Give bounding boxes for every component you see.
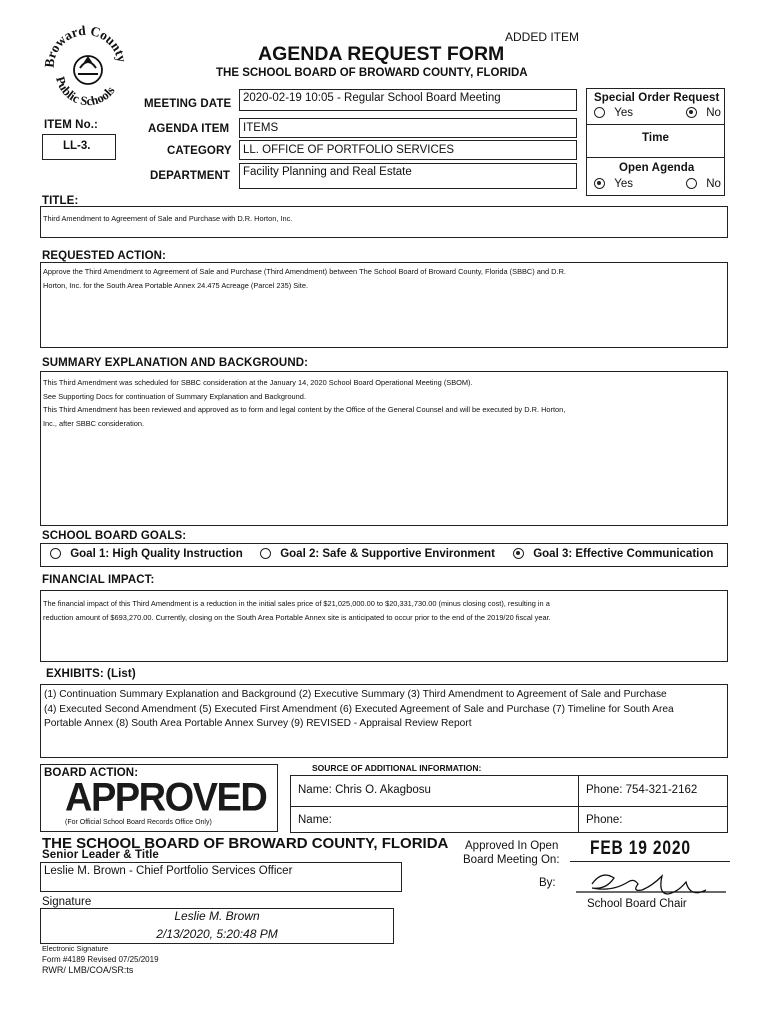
department-value: Facility Planning and Real Estate — [243, 166, 412, 178]
agenda-item-field — [239, 118, 577, 138]
open-agenda-no[interactable] — [686, 178, 721, 190]
chair-label: School Board Chair — [587, 898, 687, 910]
meeting-date-field — [239, 89, 577, 111]
agenda-item-label: AGENDA ITEM — [148, 123, 230, 135]
goal-2-label: Goal 2: Safe & Supportive Environment — [280, 548, 495, 560]
chair-signature — [572, 862, 732, 902]
source-label: SOURCE OF ADDITIONAL INFORMATION: — [312, 763, 482, 773]
summary-box — [40, 371, 728, 526]
open-agenda-label: Open Agenda — [619, 162, 695, 174]
requested-action-line: Approve the Third Amendment to Agreement of Sale and Purchase (Third Amendment) between The School Board of Broward County, Florida (SBBC) and D.R. — [43, 267, 566, 276]
source-name-2: Name: — [298, 814, 332, 826]
category-field — [239, 140, 577, 160]
source-phone-2: Phone: — [586, 814, 623, 826]
source-row-divider — [290, 806, 728, 807]
special-order-divider — [586, 124, 725, 125]
added-item-label: ADDED ITEM — [505, 30, 580, 44]
footer-board-name: THE SCHOOL BOARD OF BROWARD COUNTY, FLORIDA — [42, 835, 449, 852]
summary-line: This Third Amendment was scheduled for SBBC consideration at the January 14, 2020 School Board Operational Meeting (SBOM). — [43, 378, 473, 387]
senior-leader-field — [40, 862, 402, 892]
open-agenda-no-label: No — [706, 178, 721, 190]
signature-name: Leslie M. Brown — [174, 909, 260, 923]
signature-box — [40, 908, 394, 944]
financial-text — [43, 597, 551, 624]
open-agenda-yes[interactable] — [594, 178, 633, 190]
senior-leader-label: Senior Leader & Title — [42, 849, 159, 861]
exhibits-label: EXHIBITS: (List) — [46, 668, 136, 680]
logo-top-text: Broward County — [41, 22, 130, 69]
source-phone-1: Phone: 754-321-2162 — [586, 784, 698, 796]
board-action-note: (For Official School Board Records Office Only) — [65, 819, 212, 826]
form-number: Form #4189 Revised 07/25/2019 — [42, 955, 159, 964]
goal-3-label: Goal 3: Effective Communication — [533, 548, 714, 560]
goal-2-option[interactable] — [260, 548, 495, 560]
time-divider — [586, 157, 725, 158]
open-agenda-yes-radio[interactable] — [594, 178, 605, 189]
by-label: By: — [539, 877, 556, 889]
goals-label: SCHOOL BOARD GOALS: — [42, 530, 187, 542]
form-title: AGENDA REQUEST FORM — [258, 43, 505, 65]
board-name-header: THE SCHOOL BOARD OF BROWARD COUNTY, FLORIDA — [216, 67, 528, 79]
goal-1-radio[interactable] — [50, 548, 61, 559]
goal-3-option[interactable] — [513, 548, 713, 560]
item-no-label: ITEM No.: — [44, 119, 98, 131]
summary-line: See Supporting Docs for continuation of Summary Explanation and Background. — [43, 391, 306, 401]
time-label: Time — [642, 132, 670, 144]
exhibits-line: Portable Annex (8) South Area Portable Annex Survey (9) REVISED - Appraisal Review Report — [44, 718, 472, 729]
exhibits-text — [44, 688, 674, 732]
district-logo — [40, 18, 132, 110]
meeting-date-label: MEETING DATE — [144, 98, 232, 110]
electronic-signature-label: Electronic Signature — [42, 944, 109, 953]
category-value: LL. OFFICE OF PORTFOLIO SERVICES — [243, 144, 455, 156]
special-order-no-label: No — [706, 107, 721, 119]
approved-open-line-2: Board Meeting On: — [463, 854, 560, 866]
signature-label: Signature — [42, 896, 92, 908]
special-order-no[interactable] — [686, 107, 721, 119]
requested-action-text — [43, 265, 566, 292]
agenda-item-value: ITEMS — [243, 122, 279, 134]
financial-label: FINANCIAL IMPACT: — [42, 574, 155, 586]
summary-label: SUMMARY EXPLANATION AND BACKGROUND: — [42, 357, 309, 369]
svg-text:Public Schools — [53, 75, 117, 108]
approved-date-stamp: FEB 19 2020 — [590, 838, 691, 859]
department-field — [239, 163, 577, 189]
summary-line: This Third Amendment has been reviewed and approved as to form and legal content by the Office of the General Counsel and will be executed by D.R. Horton, — [43, 405, 566, 414]
special-order-label: Special Order Request — [594, 92, 720, 104]
exhibits-line: (1) Continuation Summary Explanation and Background (2) Executive Summary (3) Third Amendment to Agreement of Sale and Purchase — [44, 689, 667, 700]
department-label: DEPARTMENT — [150, 170, 231, 182]
financial-line: The financial impact of this Third Amendment is a reduction in the initial sales price of $21,025,000.00 to $20,331,730.00 (minus closing cost), resulting in a — [43, 599, 550, 608]
exhibits-line: (4) Executed Second Amendment (5) Executed First Amendment (6) Executed Agreement of Sale and Purchase (7) Timeline for South Area — [44, 703, 674, 715]
requested-action-box — [40, 262, 728, 348]
summary-text — [43, 376, 565, 430]
approved-open-line-1: Approved In Open — [465, 840, 559, 852]
chair-signature-graphic — [572, 862, 732, 902]
financial-line: reduction amount of $693,270.00. Currently, closing on the South Area Portable Annex site is anticipated to occur prior to the end of the 2019/20 fiscal year. — [43, 612, 551, 622]
title-box — [40, 206, 728, 238]
item-no-box — [42, 134, 116, 160]
requested-action-line: Horton, Inc. for the South Area Portable Annex 24.475 Acreage (Parcel 235) Site. — [43, 280, 308, 290]
special-order-no-radio[interactable] — [686, 107, 697, 118]
source-col-divider — [578, 775, 579, 833]
special-order-yes-radio[interactable] — [594, 107, 605, 118]
goal-2-radio[interactable] — [260, 548, 271, 559]
title-label: TITLE: — [42, 195, 79, 207]
board-action-label: BOARD ACTION: — [44, 767, 139, 779]
financial-box — [40, 590, 728, 662]
signature-date: 2/13/2020, 5:20:48 PM — [156, 927, 278, 941]
item-no-value: LL-3. — [63, 140, 91, 152]
open-agenda-yes-label: Yes — [614, 178, 633, 190]
exhibits-box — [40, 684, 728, 758]
goal-1-label: Goal 1: High Quality Instruction — [70, 548, 243, 560]
category-label: CATEGORY — [167, 145, 232, 157]
meeting-date-value: 2020-02-19 10:05 - Regular School Board Meeting — [243, 92, 501, 104]
logo-bottom-text: Public Schools — [53, 75, 118, 109]
special-order-yes-label: Yes — [614, 107, 633, 119]
title-text: Third Amendment to Agreement of Sale and Purchase with D.R. Horton, Inc. — [43, 214, 293, 223]
board-action-box — [40, 764, 278, 832]
logo-graphic — [40, 18, 132, 110]
senior-leader-value: Leslie M. Brown - Chief Portfolio Services Officer — [44, 865, 293, 877]
goal-1-option[interactable] — [50, 548, 243, 560]
source-name-1: Name: Chris O. Akagbosu — [298, 784, 431, 796]
approved-stamp: APPROVED — [65, 775, 267, 821]
open-agenda-no-radio[interactable] — [686, 178, 697, 189]
summary-line: Inc., after SBBC consideration. — [43, 418, 145, 428]
requested-action-label: REQUESTED ACTION: — [42, 250, 166, 262]
goal-3-radio[interactable] — [513, 548, 524, 559]
special-order-yes[interactable] — [594, 107, 633, 119]
rwr-initials: RWR/ LMB/COA/SR:ts — [42, 965, 134, 975]
